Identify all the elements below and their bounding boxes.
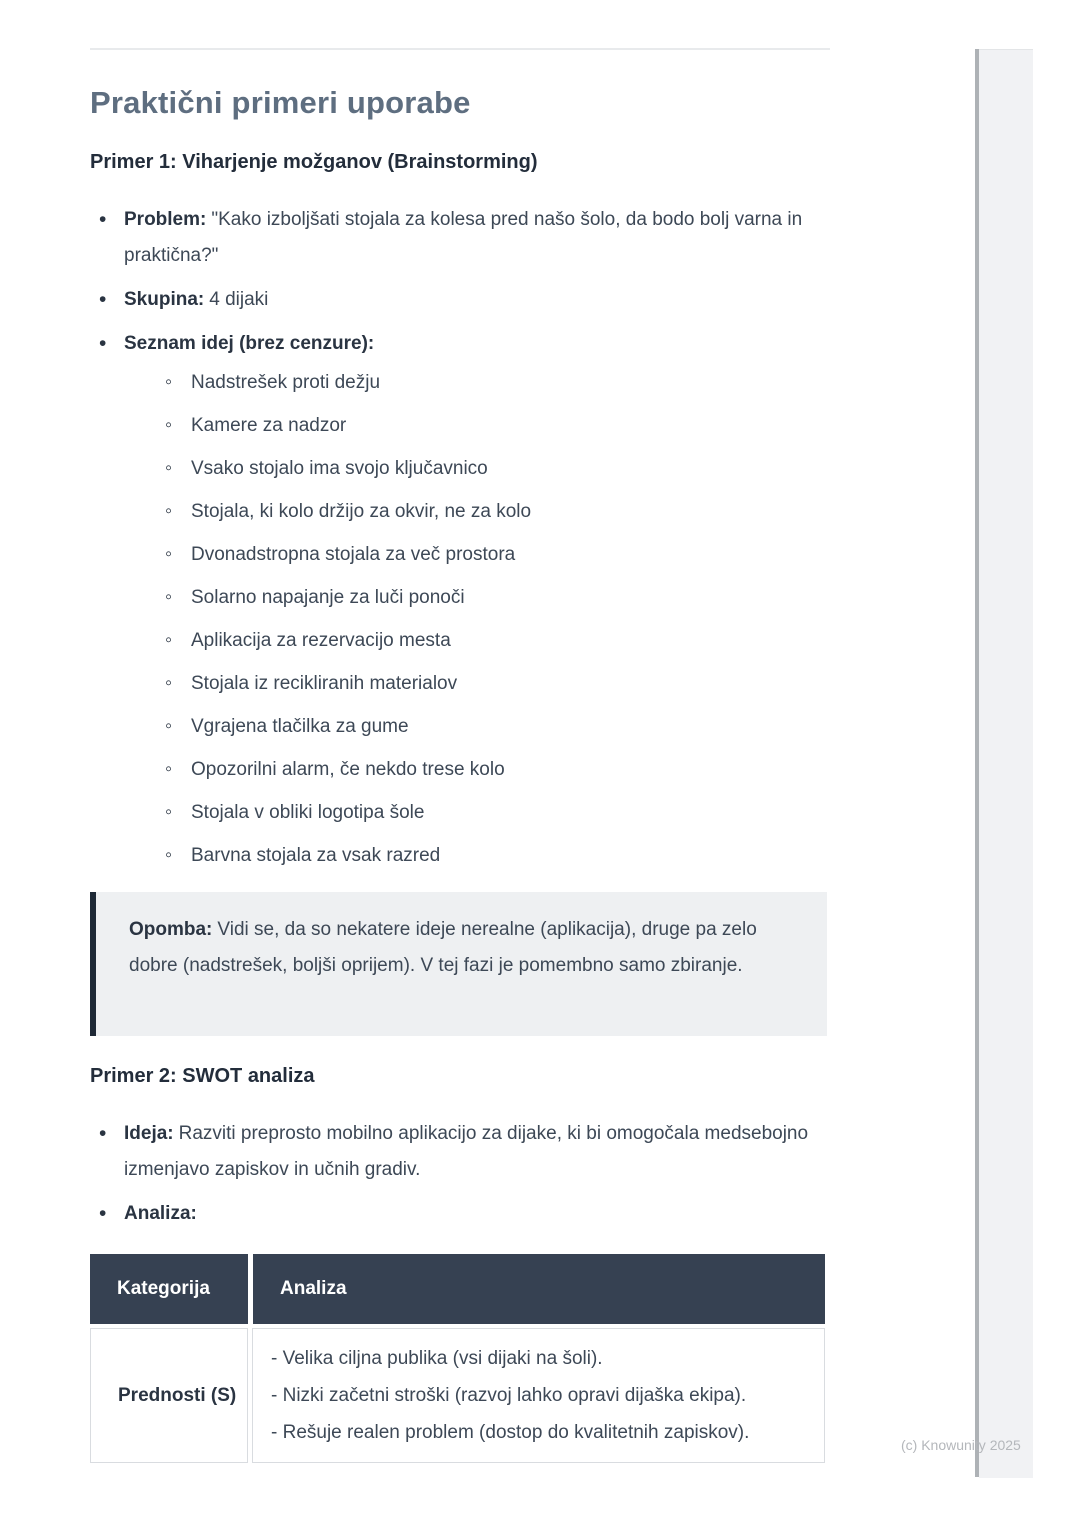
table-row: [90, 1328, 825, 1463]
ideas-list: [157, 368, 827, 870]
table-cell-category: Prednosti (S): [90, 1328, 248, 1463]
note-body: Vidi se, da so nekatere ideje nerealne (aplikacija), druge pa zelo dobre (nadstrešek, boljši oprijem). V tej fazi je pomembno samo zbiranje.: [129, 919, 757, 976]
section2-heading: Primer 2: SWOT analiza: [90, 1065, 315, 1087]
list-item-problem: [90, 202, 827, 274]
note-label: Opomba:: [129, 919, 213, 940]
idea-item: ◦ Kamere za nadzor: [157, 411, 827, 440]
page-title: Praktični primeri uporabe: [90, 85, 471, 120]
page-content: [90, 0, 827, 1463]
note-text: [129, 912, 797, 984]
copyright-watermark: (c) Knowunity 2025: [901, 1437, 1021, 1453]
idea-item: ◦ Solarno napajanje za luči ponoči: [157, 583, 827, 612]
list-item-ideja: [90, 1116, 827, 1188]
idea-item: ◦ Nadstrešek proti dežju: [157, 368, 827, 397]
note-box: [90, 892, 827, 1036]
table-cell-analysis: [252, 1328, 825, 1463]
table-header-analiza: Analiza: [253, 1254, 825, 1324]
table-header-row: [90, 1254, 825, 1324]
idea-item: ◦ Vsako stojalo ima svojo ključavnico: [157, 454, 827, 483]
bullet-label: Ideja:: [124, 1123, 174, 1144]
bullet-label: Seznam idej (brez cenzure):: [124, 333, 375, 354]
bullet-text: 4 dijaki: [209, 289, 269, 310]
next-page-preview-panel: [979, 49, 1033, 1478]
list-item-skupina: [90, 282, 827, 318]
section1-bullet-list: [90, 202, 827, 870]
section1-heading: Primer 1: Viharjenje možganov (Brainstorming): [90, 151, 538, 173]
list-item-analiza: [90, 1196, 827, 1232]
idea-item: ◦ Dvonadstropna stojala za več prostora: [157, 540, 827, 569]
bullet-label: Problem:: [124, 209, 207, 230]
idea-item: ◦ Stojala iz recikliranih materialov: [157, 669, 827, 698]
list-item-seznam: [90, 326, 827, 870]
idea-item: ◦ Barvna stojala za vsak razred: [157, 841, 827, 870]
idea-item: ◦ Stojala v obliki logotipa šole: [157, 798, 827, 827]
idea-item: ◦ Vgrajena tlačilka za gume: [157, 712, 827, 741]
bullet-label: Analiza:: [124, 1203, 197, 1224]
bullet-label: Skupina:: [124, 289, 205, 310]
idea-item: ◦ Stojala, ki kolo držijo za okvir, ne za kolo: [157, 497, 827, 526]
swot-table: [90, 1254, 825, 1463]
section2-bullet-list: [90, 1116, 827, 1232]
analysis-line: - Rešuje realen problem (dostop do kvalitetnih zapiskov).: [271, 1422, 750, 1443]
bullet-text: "Kako izboljšati stojala za kolesa pred našo šolo, da bodo bolj varna in praktična?": [124, 209, 803, 266]
table-header-kategorija: Kategorija: [90, 1254, 248, 1324]
analysis-line: - Nizki začetni stroški (razvoj lahko opravi dijaška ekipa).: [271, 1385, 747, 1406]
analysis-line: - Velika ciljna publika (vsi dijaki na šoli).: [271, 1348, 603, 1369]
idea-item: ◦ Opozorilni alarm, če nekdo trese kolo: [157, 755, 827, 784]
idea-item: ◦ Aplikacija za rezervacijo mesta: [157, 626, 827, 655]
bullet-text: Razviti preprosto mobilno aplikacijo za dijake, ki bi omogočala medsebojno izmenjavo zapiskov in učnih gradiv.: [124, 1123, 809, 1180]
